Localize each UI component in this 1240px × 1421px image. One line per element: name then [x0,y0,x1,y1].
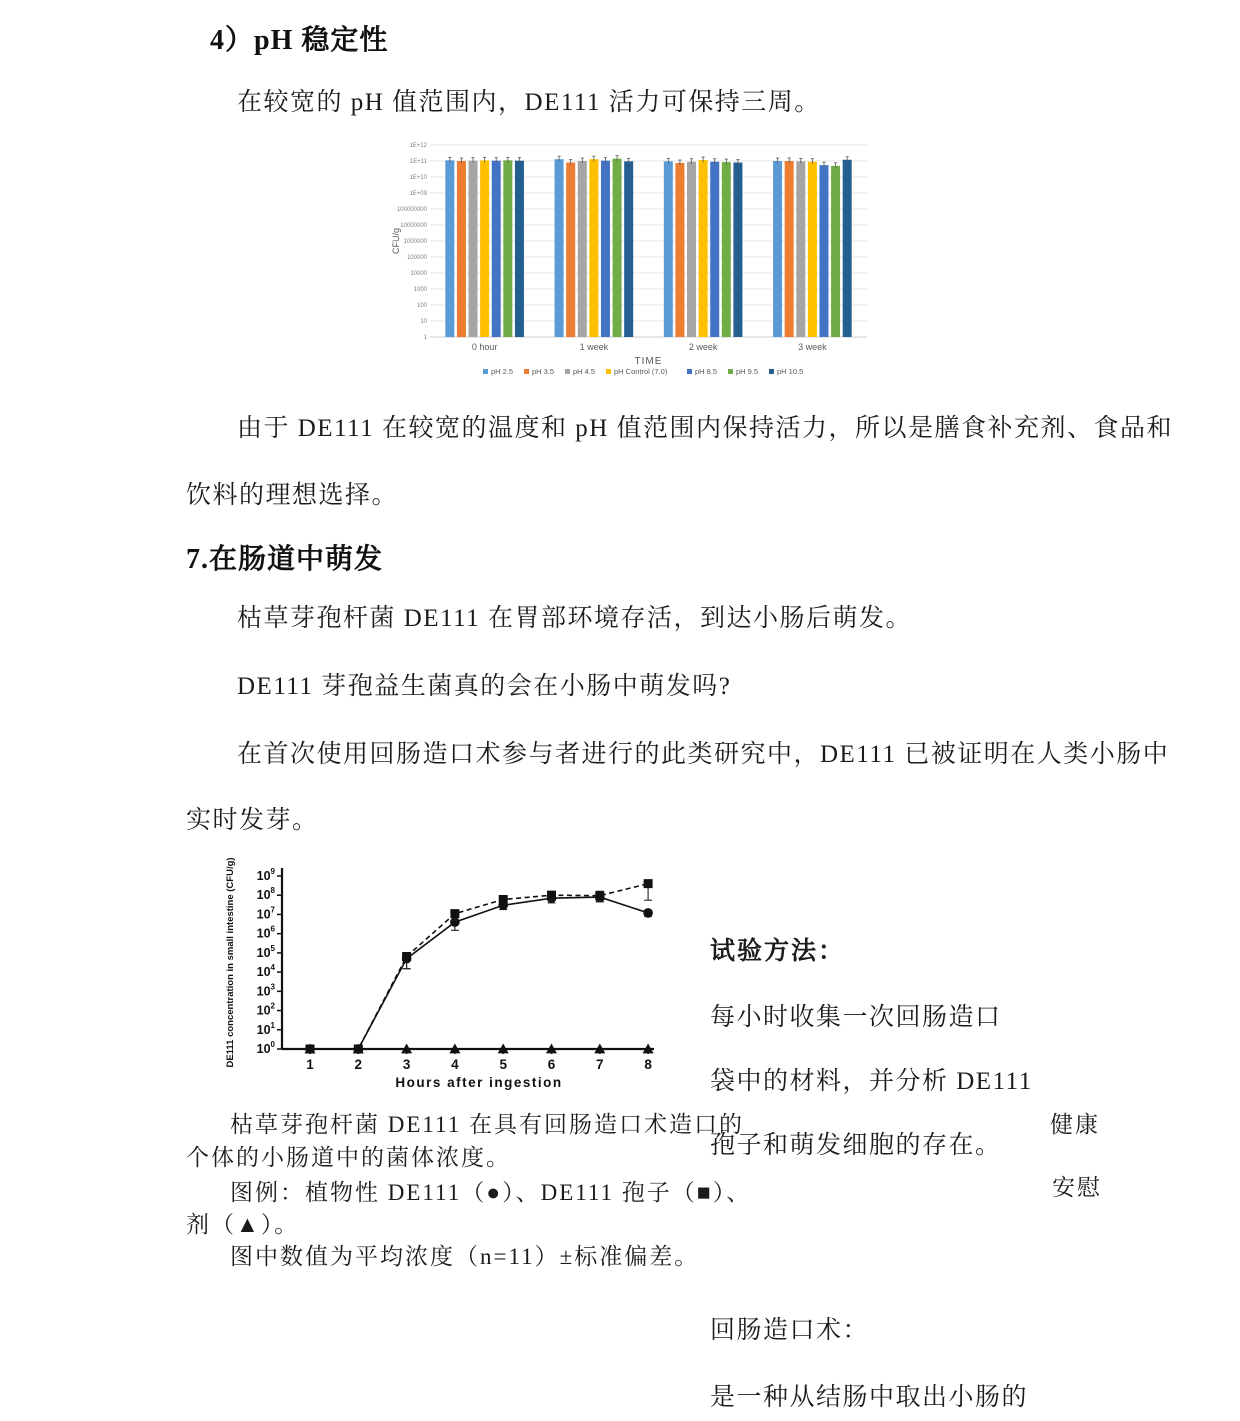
line-chart-ytick: $10^1$ [256,1020,275,1037]
square-marker [547,891,556,900]
legend-label: pH 3.5 [532,367,555,376]
bar-pH-4.5 [796,161,805,337]
line-chart-ytick: $10^0$ [256,1040,275,1056]
bar-chart-ytick: 1000 [413,287,427,293]
circle-marker [643,908,653,918]
bar-chart-category-label: 1 week [579,342,609,352]
bar-chart-ytick: 1E+10 [409,175,427,181]
fragment-placebo: 安慰 [1052,1175,1102,1200]
bar-pH-Control-7.0- [808,162,817,337]
method-line1: 每小时收集一次回肠造口 [710,1004,1002,1031]
line-chart-xtick: 7 [596,1057,604,1072]
legend-swatch [483,369,488,374]
bar-pH-9.5 [613,159,622,337]
bar-pH-4.5 [578,161,587,337]
para-temp-line1: 由于 DE111 在较宽的温度和 pH 值范围内保持活力，所以是膳食补充剂、食品和 [237,415,1174,442]
para-question: DE111 芽孢益生菌真的会在小肠中萌发吗? [237,673,732,700]
bar-pH-10.5 [733,163,742,337]
ph-stability-bar-chart-svg [390,133,935,391]
square-marker [595,891,604,900]
bar-pH-8.5 [819,165,828,337]
line-chart-ytick: $10^2$ [256,1001,275,1018]
bar-pH-2.5 [664,161,673,337]
para-temp-line2: 饮料的理想选择。 [186,482,399,509]
line-chart-ytick: $10^3$ [256,982,275,999]
method-line3: 孢子和萌发细胞的存在。 [710,1132,1002,1159]
legend-swatch [565,369,570,374]
legend-label: pH Control (7.0) [614,367,668,376]
bar-chart-ytick: 100000000 [396,207,427,213]
line-chart-xlabel: Hours after ingestion [395,1075,563,1090]
bar-pH-3.5 [785,161,794,337]
square-marker [402,952,411,961]
series-square [306,879,653,1053]
germination-line-chart-svg [195,850,700,1100]
bar-chart-bars [445,156,851,337]
figure-caption-line2: 个体的小肠道中的菌体浓度。 [186,1145,511,1170]
bar-pH-3.5 [675,163,684,337]
square-marker [450,909,459,918]
ileostomy-heading: 回肠造口术： [710,1317,870,1344]
bar-pH-9.5 [503,160,512,337]
legend-swatch [769,369,774,374]
legend-swatch [728,369,733,374]
square-marker [306,1045,315,1054]
series-circle [305,892,653,1054]
bar-pH-3.5 [457,161,466,337]
bar-pH-3.5 [566,163,575,337]
legend-label: pH 10.5 [777,367,804,376]
bar-chart-ytick: 1E+11 [409,159,427,165]
line-chart-xtick: 8 [644,1057,652,1072]
legend-swatch [606,369,611,374]
para-study-line1: 在首次使用回肠造口术参与者进行的此类研究中，DE111 已被证明在人类小肠中 [237,741,1170,768]
bar-chart-ytick: 10 [420,319,427,325]
bar-pH-9.5 [831,166,840,337]
figure-caption-line4: 剂（▲）。 [186,1212,300,1237]
bar-chart-ytick: 1E+12 [409,143,427,149]
line-chart-ytick: $10^8$ [256,886,275,903]
bar-chart-ylabel: CFU/g [391,227,401,255]
heading-germination: 7.在肠道中萌发 [186,544,384,575]
ph-stability-bar-chart [390,133,935,391]
para-ph-intro: 在较宽的 pH 值范围内，DE111 活力可保持三周。 [237,89,821,116]
legend-swatch [524,369,529,374]
method-line2: 袋中的材料，并分析 DE111 [710,1068,1033,1095]
bar-chart-ytick: 10000000 [400,223,427,229]
bar-chart-ytick: 100 [416,303,427,309]
heading-ph-stability: 4）pH 稳定性 [210,25,389,56]
square-marker [354,1045,363,1054]
bar-chart-category-label: 3 week [798,342,827,352]
para-survive: 枯草芽孢杆菌 DE111 在胃部环境存活，到达小肠后萌发。 [237,605,912,632]
line-chart-xtick: 5 [499,1057,507,1072]
bar-pH-Control-7.0- [589,159,598,337]
bar-chart-category-label: 0 hour [471,342,498,352]
line-chart-ytick: $10^4$ [256,963,275,980]
legend-label: pH 2.5 [491,367,514,376]
bar-chart-category-label: 2 week [688,342,718,352]
bar-pH-4.5 [687,162,696,337]
line-chart-xtick: 1 [306,1057,314,1072]
bar-pH-2.5 [445,160,454,337]
line-chart-xtick: 2 [354,1057,363,1072]
line-chart-xtick: 6 [547,1057,556,1072]
para-study-line2: 实时发芽。 [186,807,319,834]
bar-chart-ytick: 1000000 [403,239,427,245]
bar-chart-legend [483,367,803,376]
line-chart-xtick: 3 [402,1057,411,1072]
square-marker [644,879,653,888]
bar-pH-10.5 [515,161,524,337]
bar-chart-ytick: 1E+09 [409,191,427,197]
figure-caption-line5: 图中数值为平均浓度（n=11）±标准偏差。 [230,1244,700,1269]
line-chart-ylabel: DE111 concentration in small intestine (CFU/g) [225,857,236,1068]
bar-chart-ytick: 10000 [410,271,427,277]
bar-pH-10.5 [843,160,852,337]
line-chart-xtick: 4 [451,1057,459,1072]
bar-chart-ytick: 100000 [406,255,427,261]
bar-pH-8.5 [492,161,501,337]
figure-caption-line1: 枯草芽孢杆菌 DE111 在具有回肠造口术造口的 [230,1112,744,1137]
bar-pH-2.5 [555,159,564,337]
bar-pH-9.5 [722,162,731,337]
bar-chart-ytick: 1 [423,335,427,341]
legend-label: pH 9.5 [736,367,759,376]
bar-pH-Control-7.0- [699,160,708,337]
bar-pH-10.5 [624,161,633,337]
square-marker [499,895,508,904]
line-chart-ytick: $10^9$ [256,867,275,883]
line-chart-ytick: $10^7$ [256,905,275,922]
bar-pH-4.5 [469,161,478,337]
germination-line-chart [195,850,700,1100]
figure-caption-line3: 图例：植物性 DE111（●）、DE111 孢子（■）、 [230,1180,752,1205]
bar-pH-8.5 [710,162,719,337]
line-chart-ytick: $10^5$ [256,943,275,960]
bar-pH-8.5 [601,161,610,337]
bar-pH-Control-7.0- [480,160,489,337]
fragment-healthy: 健康 [1050,1112,1100,1137]
method-heading: 试验方法： [710,938,846,965]
legend-label: pH 8.5 [695,367,718,376]
ileostomy-line1: 是一种从结肠中取出小肠的 [710,1384,1029,1411]
legend-label: pH 4.5 [573,367,596,376]
bar-pH-2.5 [773,161,782,337]
legend-swatch [687,369,692,374]
bar-chart-xlabel: TIME [634,356,663,367]
line-chart-ytick: $10^6$ [256,924,275,941]
